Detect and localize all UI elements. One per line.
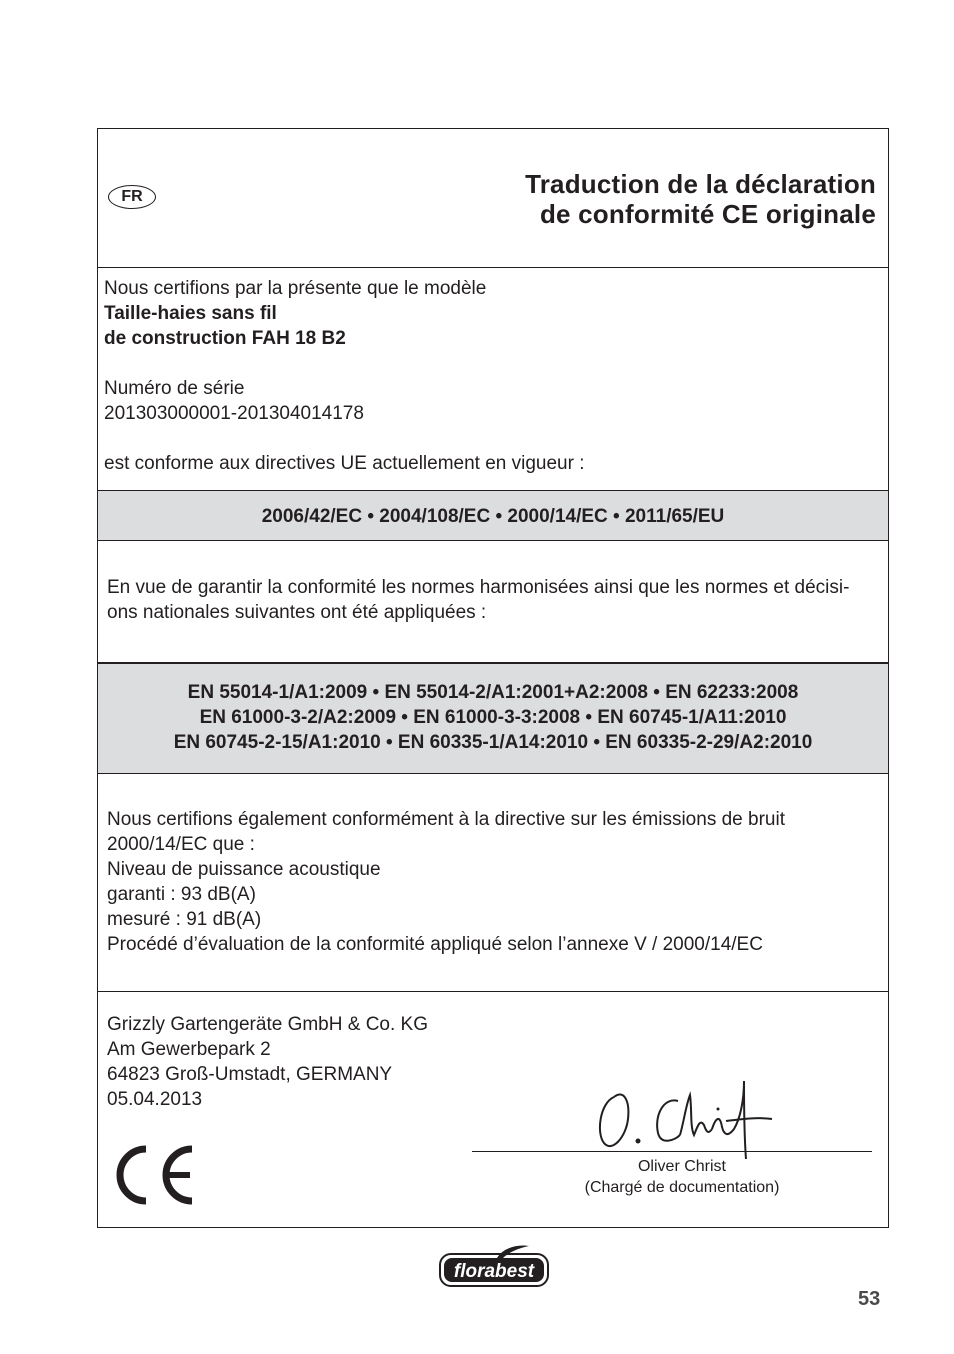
header-section: [98, 129, 888, 267]
intro-statement: Nous certifions par la présente que le modèle: [104, 278, 487, 299]
harmonised-section: [98, 540, 888, 662]
florabest-logo-icon: [437, 1244, 551, 1290]
noise-measured: mesuré : 91 dB(A): [107, 909, 262, 930]
document-title: [525, 169, 876, 229]
company-name: Grizzly Gartengeräte GmbH & Co. KG: [107, 1014, 428, 1035]
standards-band: [98, 662, 888, 773]
company-city: 64823 Groß-Umstadt, GERMANY: [107, 1064, 393, 1085]
standards-line-2: EN 61000-3-2/A2:2009 • EN 61000-3-3:2008 • EN 60745-1/A11:2010: [199, 707, 787, 728]
directives-band: [98, 490, 888, 540]
noise-section: [98, 773, 888, 991]
title-line-1: Traduction de la déclaration: [525, 169, 876, 199]
directives-intro: est conforme aux directives UE actuellement en vigueur :: [104, 453, 585, 474]
company-street: Am Gewerbepark 2: [107, 1039, 271, 1060]
intro-section: [98, 267, 888, 490]
noise-procedure: Procédé d’évaluation de la conformité appliqué selon l’annexe V / 2000/14/EC: [107, 934, 763, 955]
noise-line-2: 2000/14/EC que :: [107, 834, 255, 855]
noise-line-3: Niveau de puissance acoustique: [107, 859, 381, 880]
declaration-frame: [97, 128, 889, 1228]
declaration-date: 05.04.2013: [107, 1089, 203, 1110]
noise-guaranteed: garanti : 93 dB(A): [107, 884, 256, 905]
directives-list: 2006/42/EC • 2004/108/EC • 2000/14/EC • 2011/65/EU: [261, 506, 725, 527]
brand-logo: [437, 1244, 551, 1290]
brand-name: florabest: [453, 1261, 535, 1282]
signer-role: (Chargé de documentation): [584, 1179, 780, 1196]
standards-line-1: EN 55014-1/A1:2009 • EN 55014-2/A1:2001+A2:2008 • EN 62233:2008: [187, 682, 799, 703]
model-designation: de construction FAH 18 B2: [104, 328, 346, 349]
signer-block: [572, 1156, 792, 1198]
standards-line-3: EN 60745-2-15/A1:2010 • EN 60335-1/A14:2010 • EN 60335-2-29/A2:2010: [173, 732, 813, 753]
signer-name: Oliver Christ: [637, 1158, 726, 1175]
title-line-2: de conformité CE originale: [539, 199, 876, 229]
product-name: Taille-haies sans fil: [104, 303, 277, 324]
harmonised-line-1: En vue de garantir la conformité les normes harmonisées ainsi que les normes et décisi-: [107, 577, 850, 598]
page-number: 53: [858, 1288, 881, 1310]
harmonised-line-2: ons nationales suivantes ont été appliquées :: [107, 602, 487, 623]
serial-label: Numéro de série: [104, 378, 245, 399]
noise-line-1: Nous certifions également conformément à la directive sur les émissions de bruit: [107, 809, 785, 830]
ce-mark-icon: [110, 1141, 196, 1209]
language-badge: FR: [108, 185, 156, 209]
signature-line: [472, 1151, 872, 1152]
serial-range: 201303000001-201304014178: [104, 403, 364, 424]
